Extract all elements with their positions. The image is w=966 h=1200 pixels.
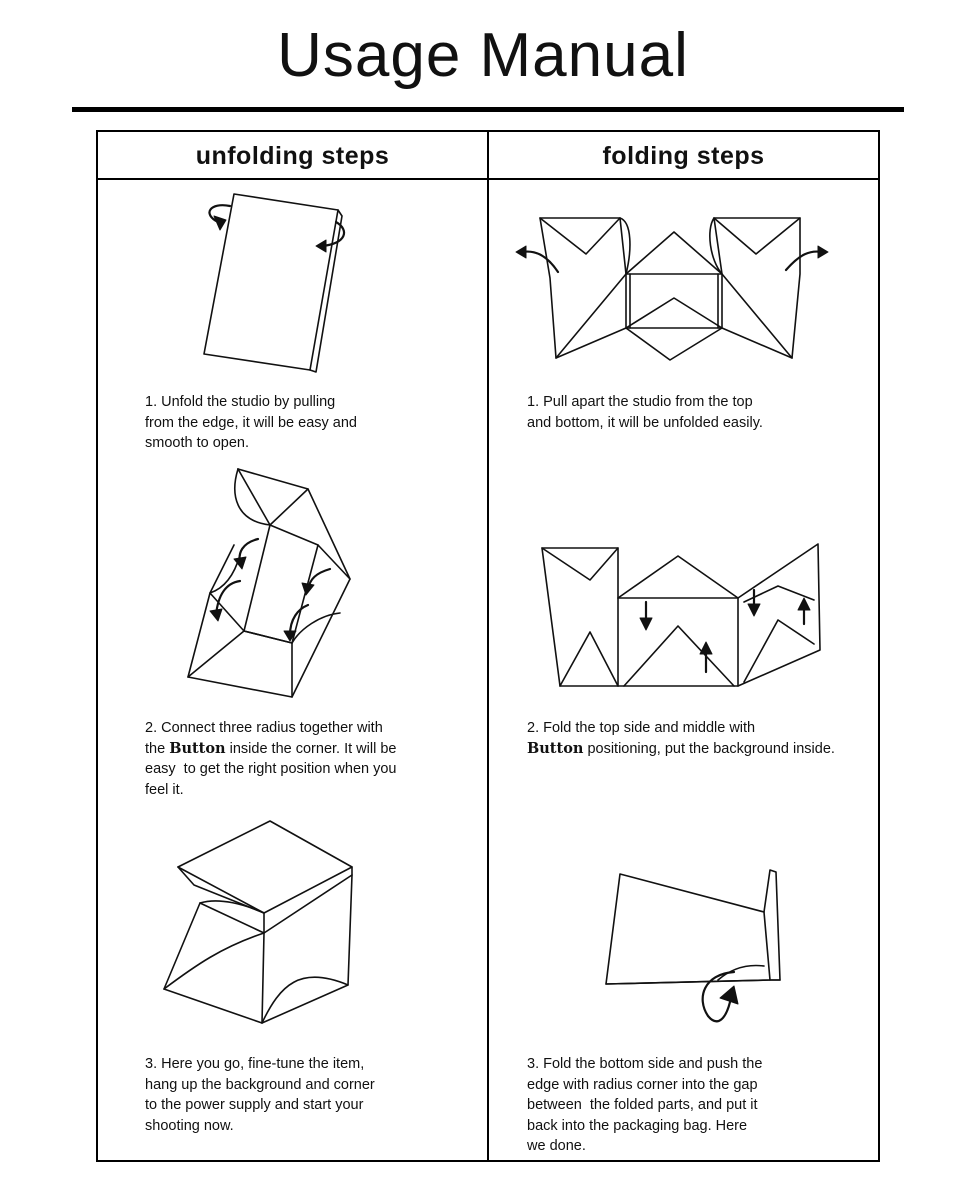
page-title: Usage Manual [277, 21, 689, 90]
title-underline [72, 107, 904, 112]
unfold-step1-text: 1. Unfold the studio by pulling from the edge, it will be easy and smooth to open. [145, 394, 357, 451]
fold-step3-illustration [600, 868, 790, 1028]
button-term: Button [169, 739, 226, 757]
unfold-step1-illustration [190, 188, 360, 378]
folding-steps-heading: folding steps [602, 142, 765, 170]
fold-step3-text: 3. Fold the bottom side and push the edge with radius corner into the gap between the folded parts, and put it back into the packaging bag. Here we done. [527, 1056, 763, 1154]
fold-step2-text: 2. Fold the top side and middle with Button positioning, put the background inside. [527, 720, 835, 757]
button-term: Button [527, 739, 584, 757]
unfolding-steps-heading: unfolding steps [195, 142, 390, 170]
fold-step1-illustration [510, 210, 840, 365]
unfold-step3-illustration [160, 815, 360, 1030]
unfold-step2-illustration [180, 465, 360, 710]
fold-step1-text: 1. Pull apart the studio from the top and bottom, it will be unfolded easily. [527, 394, 763, 431]
column-divider [487, 130, 489, 1162]
fold-step2-illustration [538, 540, 823, 690]
unfold-step2-text: 2. Connect three radius together with the Button inside the corner. It will be easy to get the right position when you feel it. [145, 720, 397, 798]
unfold-step3-text: 3. Here you go, fine-tune the item, hang up the background and corner to the power supply and start your shooting now. [145, 1056, 375, 1134]
header-divider [96, 178, 880, 180]
